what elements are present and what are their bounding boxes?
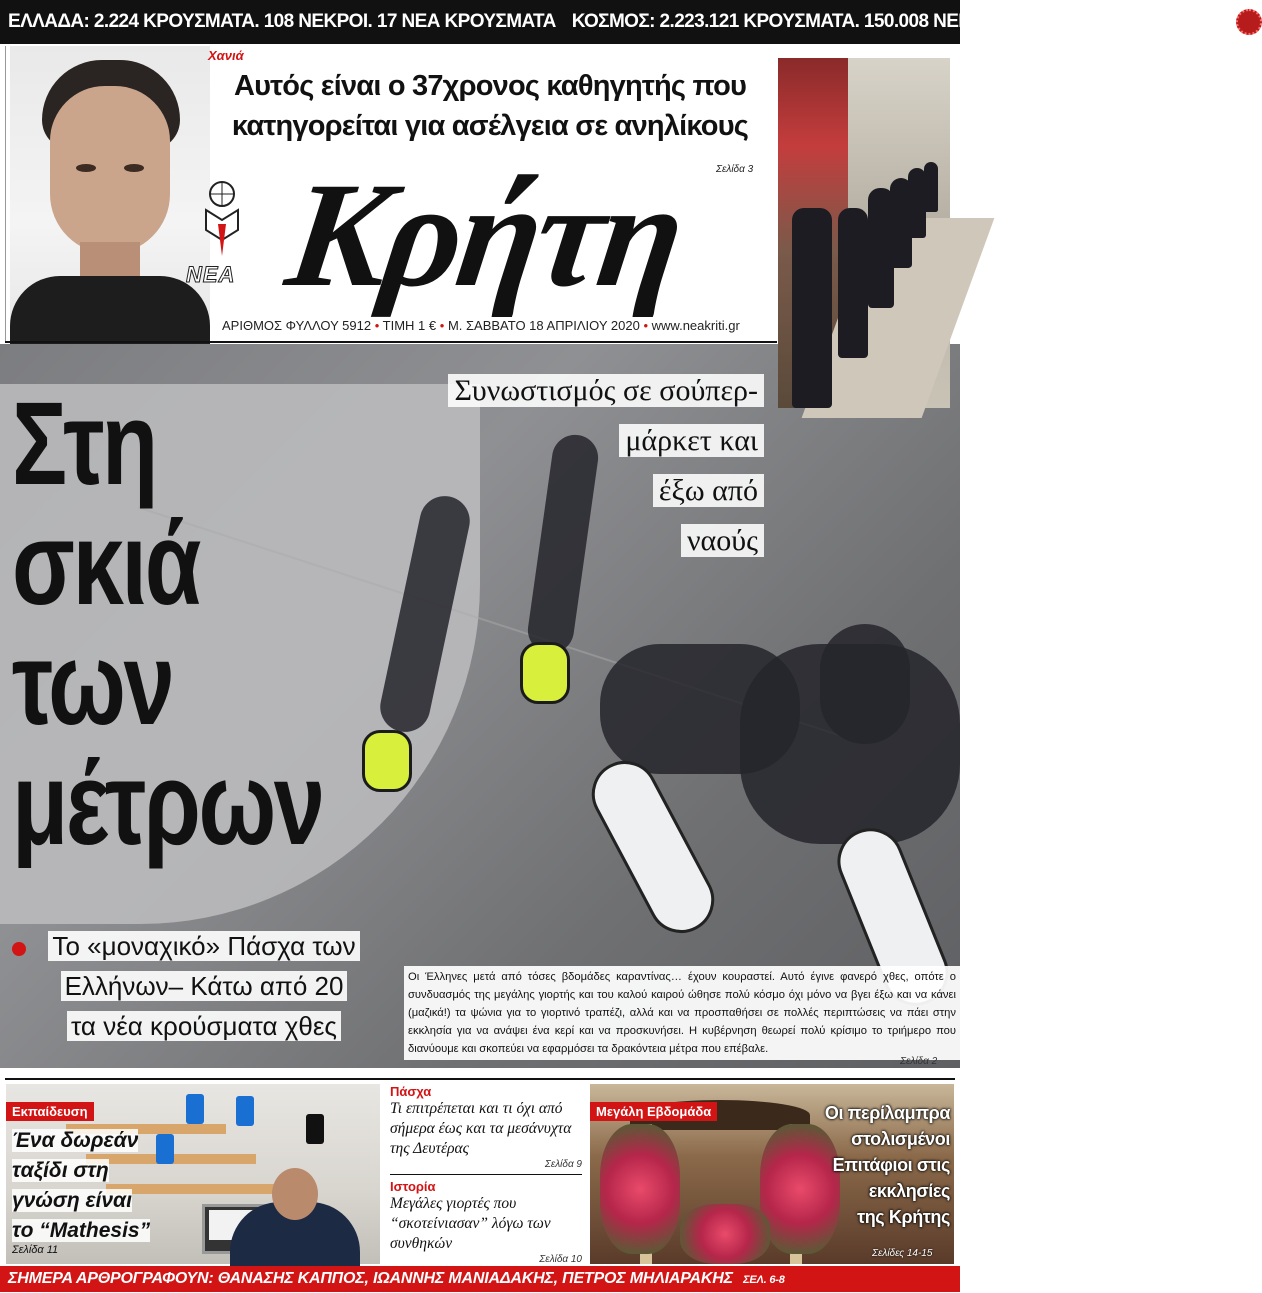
newspaper-emblem-icon xyxy=(200,180,244,260)
issue-bullet: • xyxy=(439,318,445,333)
brief-divider xyxy=(390,1174,582,1175)
middle-briefs-column xyxy=(390,1084,582,1264)
holy-week-headline-line: Επιτάφιοι στις xyxy=(832,1155,950,1175)
top-story-headline[interactable]: Αυτός είναι ο 37χρονος καθηγητής που κατηγορείται για ασέλγεια σε ανηλίκους xyxy=(231,70,749,142)
pascha-headline[interactable]: Τι επιτρέπεται και τι όχι από σήμερα έως και τα μεσάνυχτα της Δευτέρας xyxy=(390,1100,572,1157)
masthead-frame-line xyxy=(5,46,6,342)
subheadline-line: ναούς xyxy=(681,524,764,557)
issue-bullet: • xyxy=(374,318,380,333)
history-headline[interactable]: Μεγάλες γιορτές που “σκοτείνιασαν” λόγω των συνθηκών xyxy=(390,1195,551,1252)
logo-prefix: ΝΕΑ xyxy=(186,262,236,287)
masthead-rule xyxy=(5,341,777,343)
education-headline-line: ταξίδι στη xyxy=(12,1159,109,1182)
education-headline[interactable] xyxy=(12,1126,152,1246)
subheadline-line: έξω από xyxy=(653,474,764,507)
holy-week-headline[interactable] xyxy=(800,1100,950,1230)
bullet-line: τα νέα κρούσματα χθες xyxy=(67,1011,341,1041)
pascha-page-ref: Σελίδα 9 xyxy=(544,1159,582,1170)
covid-ticker xyxy=(0,0,1230,44)
ticker-world: ΚΟΣΜΟΣ: 2.223.121 ΚΡΟΥΣΜΑΤΑ. 150.008 ΝΕΚΡΟΙ. 41.813 ΝΕΑ ΚΡΟΥΣΜΑΤΑ. xyxy=(571,11,1230,32)
ticker-greece: ΕΛΛΑΔΑ: 2.224 ΚΡΟΥΣΜΑΤΑ. 108 ΝΕΚΡΟΙ. 17 ΝΕΑ ΚΡΟΥΣΜΑΤΑ xyxy=(8,11,556,32)
issue-number: ΑΡΙΘΜΟΣ ΦΥΛΛΟΥ 5912 xyxy=(222,318,372,333)
teacher-portrait-photo xyxy=(10,46,210,342)
holy-week-headline-line: εκκλησίες xyxy=(868,1181,950,1201)
issue-bullet: • xyxy=(643,318,649,333)
hero-subheadline xyxy=(380,366,764,566)
holy-week-headline-line: στολισμένοι xyxy=(851,1129,950,1149)
history-page-ref: Σελίδα 10 xyxy=(539,1254,582,1265)
education-kicker: Εκπαίδευση xyxy=(6,1102,94,1121)
pascha-kicker: Πάσχα xyxy=(390,1084,432,1099)
issue-date: Μ. ΣΑΒΒΑΤΟ 18 ΑΠΡΙΛΙΟΥ 2020 xyxy=(447,318,640,333)
virus-icon xyxy=(1236,9,1262,35)
holy-week-headline-line: Οι περίλαμπρα xyxy=(824,1103,950,1123)
top-story-page: Σελίδα 3 xyxy=(716,164,754,175)
main-headline-line: σκιά xyxy=(12,498,200,630)
issue-price: ΤΙΜΗ 1 € xyxy=(382,318,437,333)
main-headline-line: μέτρων xyxy=(12,738,323,870)
subheadline-line: Συνωστισμός σε σούπερ- xyxy=(448,374,764,407)
education-headline-line: γνώση είναι xyxy=(12,1189,132,1212)
website-link[interactable]: www.neakriti.gr xyxy=(651,318,740,333)
issue-info xyxy=(222,318,740,333)
columnists-text: ΣΗΜΕΡΑ ΑΡΘΡΟΓΡΑΦΟΥΝ: ΘΑΝΑΣΗΣ ΚΑΠΠΟΣ, ΙΩΑΝΝΗΣ ΜΑΝΙΑΔΑΚΗΣ, ΠΕΤΡΟΣ ΜΗΛΙΑΡΑΚΗΣ xyxy=(8,1270,733,1287)
history-kicker: Ιστορία xyxy=(390,1179,436,1194)
top-story-kicker: Χανιά xyxy=(208,48,244,63)
education-page-ref: Σελίδα 11 xyxy=(12,1244,59,1256)
columnists-banner[interactable] xyxy=(0,1266,960,1292)
education-headline-line: Ένα δωρεάν xyxy=(12,1129,139,1152)
holy-week-kicker: Μεγάλη Εβδομάδα xyxy=(590,1102,717,1121)
section-divider xyxy=(5,1078,955,1080)
hero-bullet-headline[interactable] xyxy=(14,926,394,1046)
hero-lead-paragraph: Οι Έλληνες μετά από τόσες βδομάδες καραντίνας… έχουν κουραστεί. Αυτό έγινε φανερό χθες, οπότε ο συνδυασμός της μεγάλης γιορτής και του καλού καιρού ώθησε πολύ κόσμο όχι μόνο να βγει έξω και να κάνει (μαζικά!) τα ψώνια για το γιορτινό τραπέζι, αλλά και να προσπαθήσει σε πολλές περιπτώσεις να πάει στην εκκλησία για να ανάψει ένα κερί και να προσκυνήσει. Η κυβέρνηση θεωρεί πολύ κρίσιμο το τριήμερο που διανύουμε και σκοπεύει να εφαρμόσει τα δρακόντεια μέτρα που επέβαλε. xyxy=(404,966,960,1060)
newspaper-logo[interactable]: Κρήτη xyxy=(278,152,691,318)
main-headline-line: Στη xyxy=(12,378,156,510)
holy-week-page-ref: Σελίδες 14-15 xyxy=(872,1248,933,1259)
bullet-line: Το «μοναχικό» Πάσχα των xyxy=(48,931,359,961)
main-headline[interactable] xyxy=(12,378,371,870)
hero-page-ref: Σελίδα 2 xyxy=(900,1056,938,1067)
education-headline-line: το “Mathesis” xyxy=(12,1219,151,1242)
holy-week-headline-line: της Κρήτης xyxy=(857,1207,950,1227)
bullet-line: Ελλήνων– Κάτω από 20 xyxy=(61,971,348,1001)
main-headline-line: των xyxy=(12,618,173,750)
subheadline-line: μάρκετ και xyxy=(619,424,764,457)
supermarket-queue-photo xyxy=(778,58,950,408)
columnists-page-ref: ΣΕΛ. 6-8 xyxy=(743,1274,785,1286)
